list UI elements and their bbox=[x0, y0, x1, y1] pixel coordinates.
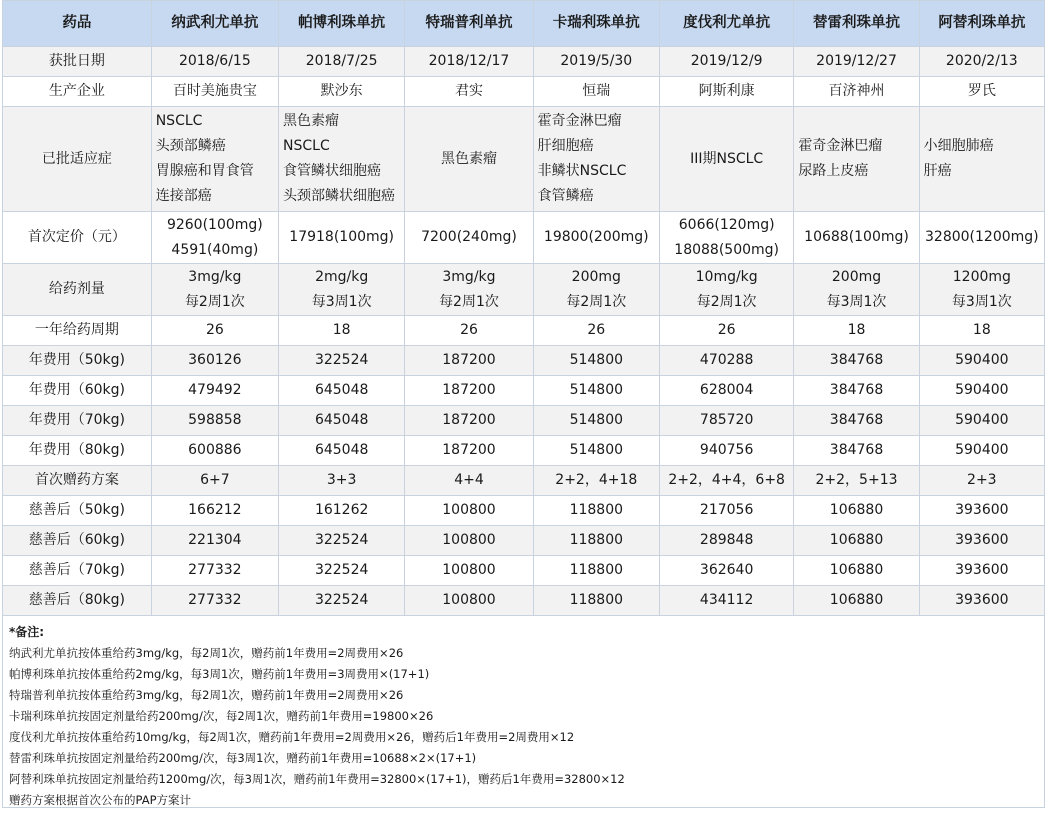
table-cell bbox=[279, 586, 405, 616]
table-row bbox=[3, 586, 1045, 616]
cell-line: 100800 bbox=[442, 562, 496, 578]
note-line: 帕博利珠单抗按体重给药2mg/kg，每3周1次，赠药前1年费用=3周费用×(17+1) bbox=[9, 667, 430, 681]
table-cell bbox=[151, 586, 278, 616]
cell-line: 187200 bbox=[442, 442, 496, 458]
cell-line: 26 bbox=[460, 322, 478, 338]
table-cell bbox=[151, 77, 278, 107]
table-cell bbox=[659, 406, 793, 436]
table-cell bbox=[405, 436, 533, 466]
table-cell bbox=[279, 556, 405, 586]
table-cell bbox=[279, 264, 405, 316]
cell-line: 106880 bbox=[829, 592, 884, 608]
table-cell bbox=[794, 436, 919, 466]
cell-line: 10688(100mg) bbox=[804, 229, 909, 245]
cell-line: 7200(240mg) bbox=[421, 229, 517, 245]
cell-line: 187200 bbox=[442, 352, 496, 368]
cell-line: 2+2，4+4，6+8 bbox=[668, 472, 785, 488]
cell-line: 每2周1次 bbox=[696, 293, 757, 310]
note-line: 阿替利珠单抗按固定剂量给药1200mg/次，每3周1次，赠药前1年费用=32800×(17+1)，赠药后1年费用=32800×12 bbox=[9, 772, 625, 786]
table-cell bbox=[919, 406, 1044, 436]
cell-line: 恒瑞 bbox=[582, 83, 611, 99]
table-cell bbox=[151, 212, 278, 264]
cell-line: 393600 bbox=[955, 502, 1009, 518]
cell-line: 785720 bbox=[699, 412, 754, 428]
table-cell bbox=[405, 496, 533, 526]
table-cell bbox=[794, 316, 919, 346]
cell-line: 尿路上皮癌 bbox=[798, 163, 869, 179]
row-label: 获批日期 bbox=[3, 47, 152, 77]
table-cell bbox=[405, 526, 533, 556]
header-cell-atezolizumab: 阿替利珠单抗 bbox=[919, 1, 1044, 47]
row-label: 生产企业 bbox=[3, 77, 152, 107]
cell-line: 514800 bbox=[569, 382, 624, 398]
table-cell bbox=[279, 406, 405, 436]
table-cell bbox=[533, 406, 659, 436]
table-cell bbox=[151, 107, 278, 212]
table-cell bbox=[151, 264, 278, 316]
table-cell bbox=[533, 526, 659, 556]
cell-line: 2018/12/17 bbox=[428, 53, 510, 69]
table-cell bbox=[659, 466, 793, 496]
table-cell bbox=[919, 376, 1044, 406]
cell-line: 2019/12/9 bbox=[690, 53, 763, 69]
cell-line: 2018/6/15 bbox=[178, 53, 251, 69]
cell-line: 384768 bbox=[829, 412, 884, 428]
table-cell bbox=[151, 406, 278, 436]
cell-line: 2020/2/13 bbox=[945, 53, 1018, 69]
table-cell bbox=[794, 556, 919, 586]
cell-line: 514800 bbox=[569, 412, 624, 428]
table-cell bbox=[533, 47, 659, 77]
cell-line: 322524 bbox=[314, 352, 369, 368]
cell-line: 221304 bbox=[188, 532, 242, 548]
row-label: 慈善后（50kg) bbox=[3, 496, 152, 526]
cell-line: NSCLC bbox=[155, 113, 203, 129]
table-cell bbox=[405, 556, 533, 586]
table-cell bbox=[151, 47, 278, 77]
table-row bbox=[3, 466, 1045, 496]
table-cell bbox=[533, 316, 659, 346]
table-cell bbox=[659, 346, 793, 376]
cell-line: 每3周1次 bbox=[951, 293, 1012, 310]
cell-line: 19800(200mg) bbox=[543, 229, 649, 245]
table-cell bbox=[794, 107, 919, 212]
table-cell bbox=[279, 77, 405, 107]
table-cell bbox=[151, 346, 278, 376]
note-line: 度伐利尤单抗按体重给药10mg/kg，每2周1次，赠药前1年费用=2周费用×26，赠药后1年费用=2周费用×12 bbox=[9, 730, 575, 744]
table-cell bbox=[794, 466, 919, 496]
cell-line: NSCLC bbox=[283, 138, 330, 154]
table-cell bbox=[794, 47, 919, 77]
table-row bbox=[3, 496, 1045, 526]
cell-line: 598858 bbox=[188, 412, 242, 428]
table-body bbox=[3, 47, 1045, 616]
table-cell bbox=[533, 376, 659, 406]
cell-line: 32800(1200mg) bbox=[925, 229, 1039, 245]
table-row bbox=[3, 346, 1045, 376]
header-cell-tislelizumab: 替雷利珠单抗 bbox=[794, 1, 919, 47]
header-cell-durvalumab: 度伐利尤单抗 bbox=[659, 1, 793, 47]
header-cell-toripalimab: 特瑞普利单抗 bbox=[405, 1, 533, 47]
cell-line: 霍奇金淋巴瘤 bbox=[537, 113, 622, 129]
header-row bbox=[3, 1, 1045, 47]
table-row bbox=[3, 526, 1045, 556]
table-cell bbox=[919, 526, 1044, 556]
row-label: 年费用（60kg) bbox=[3, 376, 152, 406]
table-cell bbox=[659, 264, 793, 316]
cell-line: 289848 bbox=[699, 532, 754, 548]
cell-line: 26 bbox=[717, 322, 736, 338]
table-cell bbox=[279, 316, 405, 346]
cell-line: 277332 bbox=[188, 592, 242, 608]
cell-line: 18088(500mg) bbox=[674, 241, 780, 258]
row-label: 首次定价（元） bbox=[3, 212, 152, 264]
row-label: 已批适应症 bbox=[3, 107, 152, 212]
cell-line: 187200 bbox=[442, 382, 496, 398]
header-cell-nivolumab: 纳武利尤单抗 bbox=[151, 1, 278, 47]
row-label: 慈善后（70kg) bbox=[3, 556, 152, 586]
cell-line: 食管鳞状细胞癌 bbox=[283, 163, 382, 179]
cell-line: 头颈部鳞癌 bbox=[155, 138, 226, 154]
row-label: 一年给药周期 bbox=[3, 316, 152, 346]
row-label: 给药剂量 bbox=[3, 264, 152, 316]
row-label: 慈善后（80kg) bbox=[3, 586, 152, 616]
cell-line: 黑色素瘤 bbox=[440, 150, 497, 167]
cell-line: 食管鳞癌 bbox=[537, 188, 594, 204]
table-cell bbox=[794, 526, 919, 556]
cell-line: 26 bbox=[587, 322, 606, 338]
cell-line: 小细胞肺癌 bbox=[923, 138, 994, 154]
table-cell bbox=[919, 556, 1044, 586]
cell-line: 384768 bbox=[829, 442, 884, 458]
cell-line: 322524 bbox=[314, 532, 369, 548]
table-cell bbox=[151, 466, 278, 496]
table-cell bbox=[919, 496, 1044, 526]
note-line: 替雷利珠单抗按固定剂量给药200mg/次，每3周1次，赠药前1年费用=10688×2×(17+1) bbox=[9, 751, 477, 765]
cell-line: 590400 bbox=[955, 352, 1009, 368]
cell-line: 200mg bbox=[571, 268, 621, 285]
cell-line: 100800 bbox=[442, 502, 496, 518]
cell-line: 3mg/kg bbox=[442, 268, 496, 285]
header-cell-camrelizumab: 卡瑞利珠单抗 bbox=[533, 1, 659, 47]
cell-line: 胃腺癌和胃食管 bbox=[155, 163, 254, 179]
table-cell bbox=[659, 556, 793, 586]
table-cell bbox=[533, 586, 659, 616]
table-cell bbox=[919, 212, 1044, 264]
cell-line: 18 bbox=[847, 322, 866, 338]
cell-line: 6+7 bbox=[200, 472, 230, 488]
cell-line: 106880 bbox=[829, 532, 884, 548]
table-cell bbox=[533, 436, 659, 466]
table-cell bbox=[151, 436, 278, 466]
cell-line: 连接部癌 bbox=[155, 188, 212, 204]
table-cell bbox=[794, 346, 919, 376]
cell-line: 384768 bbox=[829, 352, 884, 368]
cell-line: 100800 bbox=[442, 592, 496, 608]
cell-line: III期NSCLC bbox=[690, 150, 764, 167]
cell-line: 6066(120mg) bbox=[678, 216, 775, 233]
cell-line: 君实 bbox=[454, 83, 483, 99]
table-cell bbox=[533, 466, 659, 496]
cell-line: 200mg bbox=[831, 268, 882, 285]
cell-line: 393600 bbox=[955, 562, 1009, 578]
table-cell bbox=[279, 346, 405, 376]
cell-line: 头颈部鳞状细胞癌 bbox=[283, 188, 396, 204]
cell-line: 161262 bbox=[314, 502, 369, 518]
cell-line: 940756 bbox=[699, 442, 754, 458]
table-cell bbox=[919, 264, 1044, 316]
table-cell bbox=[405, 376, 533, 406]
table-cell bbox=[659, 316, 793, 346]
cell-line: 100800 bbox=[442, 532, 496, 548]
cell-line: 590400 bbox=[955, 442, 1009, 458]
table-cell bbox=[533, 496, 659, 526]
table-row bbox=[3, 376, 1045, 406]
cell-line: 217056 bbox=[699, 502, 754, 518]
cell-line: 百时美施贵宝 bbox=[172, 83, 257, 99]
cell-line: 118800 bbox=[569, 502, 624, 518]
cell-line: 每3周1次 bbox=[311, 293, 372, 310]
table-cell bbox=[919, 47, 1044, 77]
table-cell bbox=[279, 376, 405, 406]
cell-line: 118800 bbox=[569, 532, 624, 548]
table-row bbox=[3, 436, 1045, 466]
note-line: 特瑞普利单抗按体重给药3mg/kg，每2周1次，赠药前1年费用=2周费用×26 bbox=[9, 688, 404, 702]
header-cell-label: 药品 bbox=[3, 1, 152, 47]
cell-line: 肝细胞癌 bbox=[537, 138, 594, 154]
cell-line: 2mg/kg bbox=[315, 268, 369, 285]
table-cell bbox=[279, 496, 405, 526]
table-cell bbox=[794, 586, 919, 616]
table-cell bbox=[919, 316, 1044, 346]
table-cell bbox=[405, 107, 533, 212]
table-cell bbox=[279, 107, 405, 212]
cell-line: 2+2，4+18 bbox=[555, 472, 638, 488]
cell-line: 26 bbox=[205, 322, 224, 338]
table-cell bbox=[405, 466, 533, 496]
cell-line: 590400 bbox=[955, 382, 1009, 398]
cell-line: 645048 bbox=[314, 382, 369, 398]
cell-line: 362640 bbox=[699, 562, 754, 578]
cell-line: 2018/7/25 bbox=[305, 53, 378, 69]
table-row bbox=[3, 556, 1045, 586]
table-cell bbox=[151, 376, 278, 406]
table-cell bbox=[659, 526, 793, 556]
cell-line: 645048 bbox=[314, 412, 369, 428]
table-cell bbox=[279, 212, 405, 264]
cell-line: 322524 bbox=[314, 592, 369, 608]
cell-line: 18 bbox=[332, 322, 351, 338]
cell-line: 每2周1次 bbox=[439, 293, 499, 310]
table-cell bbox=[794, 376, 919, 406]
note-line: 纳武利尤单抗按体重给药3mg/kg，每2周1次，赠药前1年费用=2周费用×26 bbox=[9, 646, 404, 660]
cell-line: 277332 bbox=[188, 562, 242, 578]
table-cell bbox=[405, 47, 533, 77]
cell-line: 434112 bbox=[699, 592, 754, 608]
cell-line: 非鳞状NSCLC bbox=[537, 163, 627, 179]
cell-line: 393600 bbox=[955, 532, 1009, 548]
cell-line: 1200mg bbox=[952, 268, 1011, 285]
cell-line: 166212 bbox=[188, 502, 242, 518]
table-cell bbox=[405, 346, 533, 376]
table-cell bbox=[794, 77, 919, 107]
notes-title: *备注: bbox=[9, 625, 45, 639]
table-row bbox=[3, 212, 1045, 264]
cell-line: 每2周1次 bbox=[566, 293, 627, 310]
header-cell-pembrolizumab: 帕博利珠单抗 bbox=[279, 1, 405, 47]
table-cell bbox=[919, 77, 1044, 107]
table-cell bbox=[919, 466, 1044, 496]
cell-line: 罗氏 bbox=[967, 83, 996, 99]
table-cell bbox=[405, 264, 533, 316]
notes-panel bbox=[2, 616, 1045, 808]
note-line: 卡瑞利珠单抗按固定剂量给药200mg/次，每2周1次，赠药前1年费用=19800×26 bbox=[9, 709, 434, 723]
table-cell bbox=[151, 556, 278, 586]
cell-line: 187200 bbox=[442, 412, 496, 428]
table-cell bbox=[533, 212, 659, 264]
cell-line: 霍奇金淋巴瘤 bbox=[798, 138, 883, 154]
cell-line: 2+3 bbox=[967, 472, 997, 488]
table-row bbox=[3, 47, 1045, 77]
cell-line: 3+3 bbox=[326, 472, 357, 488]
cell-line: 9260(100mg) bbox=[166, 216, 263, 233]
cell-line: 360126 bbox=[188, 352, 242, 368]
table-cell bbox=[279, 526, 405, 556]
table-row bbox=[3, 406, 1045, 436]
table-cell bbox=[405, 586, 533, 616]
table-cell bbox=[405, 77, 533, 107]
table-cell bbox=[151, 316, 278, 346]
cell-line: 393600 bbox=[955, 592, 1009, 608]
table-cell bbox=[659, 47, 793, 77]
cell-line: 每2周1次 bbox=[184, 293, 245, 310]
row-label: 首次赠药方案 bbox=[3, 466, 152, 496]
cell-line: 600886 bbox=[188, 442, 242, 458]
cell-line: 肝癌 bbox=[923, 163, 952, 179]
cell-line: 514800 bbox=[569, 352, 624, 368]
cell-line: 4591(40mg) bbox=[171, 241, 259, 258]
table-row bbox=[3, 316, 1045, 346]
row-label: 年费用（50kg) bbox=[3, 346, 152, 376]
table-cell bbox=[794, 496, 919, 526]
cell-line: 628004 bbox=[699, 382, 754, 398]
note-line: 赠药方案根据首次公布的PAP方案计 bbox=[9, 793, 191, 807]
table-cell bbox=[659, 107, 793, 212]
row-label: 年费用（80kg) bbox=[3, 436, 152, 466]
table-cell bbox=[794, 406, 919, 436]
table-cell bbox=[405, 316, 533, 346]
table-row bbox=[3, 264, 1045, 316]
table-row bbox=[3, 107, 1045, 212]
table-cell bbox=[659, 436, 793, 466]
table-cell bbox=[279, 47, 405, 77]
cell-line: 10mg/kg bbox=[695, 268, 758, 285]
table-cell bbox=[919, 586, 1044, 616]
table-cell bbox=[279, 466, 405, 496]
table-cell bbox=[919, 107, 1044, 212]
table-cell bbox=[794, 212, 919, 264]
cell-line: 590400 bbox=[955, 412, 1009, 428]
cell-line: 阿斯利康 bbox=[698, 83, 755, 99]
table-cell bbox=[794, 264, 919, 316]
table-cell bbox=[533, 264, 659, 316]
table-cell bbox=[659, 77, 793, 107]
cell-line: 384768 bbox=[829, 382, 884, 398]
cell-line: 17918(100mg) bbox=[289, 229, 395, 245]
cell-line: 2+2，5+13 bbox=[815, 472, 898, 488]
table-cell bbox=[533, 107, 659, 212]
cell-line: 2019/5/30 bbox=[560, 53, 633, 69]
row-label: 年费用（70kg) bbox=[3, 406, 152, 436]
cell-line: 322524 bbox=[314, 562, 369, 578]
cell-line: 黑色素瘤 bbox=[283, 113, 340, 129]
table-cell bbox=[659, 212, 793, 264]
cell-line: 3mg/kg bbox=[188, 268, 242, 285]
table-cell bbox=[279, 436, 405, 466]
table-cell bbox=[659, 496, 793, 526]
cell-line: 470288 bbox=[699, 352, 754, 368]
cell-line: 479492 bbox=[188, 382, 242, 398]
cell-line: 2019/12/27 bbox=[816, 53, 897, 69]
table-row bbox=[3, 77, 1045, 107]
table-cell bbox=[659, 376, 793, 406]
table-cell bbox=[151, 496, 278, 526]
cell-line: 默沙东 bbox=[320, 83, 363, 99]
cell-line: 106880 bbox=[829, 562, 884, 578]
drug-comparison-table bbox=[2, 0, 1045, 616]
cell-line: 645048 bbox=[314, 442, 369, 458]
table-cell bbox=[919, 346, 1044, 376]
cell-line: 106880 bbox=[829, 502, 884, 518]
cell-line: 每3周1次 bbox=[826, 293, 887, 310]
table-cell bbox=[919, 436, 1044, 466]
cell-line: 18 bbox=[972, 322, 991, 338]
table-cell bbox=[659, 586, 793, 616]
cell-line: 4+4 bbox=[454, 472, 484, 488]
table-cell bbox=[533, 556, 659, 586]
cell-line: 118800 bbox=[569, 562, 624, 578]
notes-lines bbox=[9, 643, 1044, 811]
cell-line: 118800 bbox=[569, 592, 624, 608]
table-cell bbox=[405, 406, 533, 436]
table-cell bbox=[405, 212, 533, 264]
row-label: 慈善后（60kg) bbox=[3, 526, 152, 556]
cell-line: 百济神州 bbox=[828, 83, 885, 99]
table-cell bbox=[533, 77, 659, 107]
cell-line: 514800 bbox=[569, 442, 624, 458]
table-cell bbox=[151, 526, 278, 556]
drug-comparison-sheet bbox=[2, 0, 1045, 808]
table-cell bbox=[533, 346, 659, 376]
